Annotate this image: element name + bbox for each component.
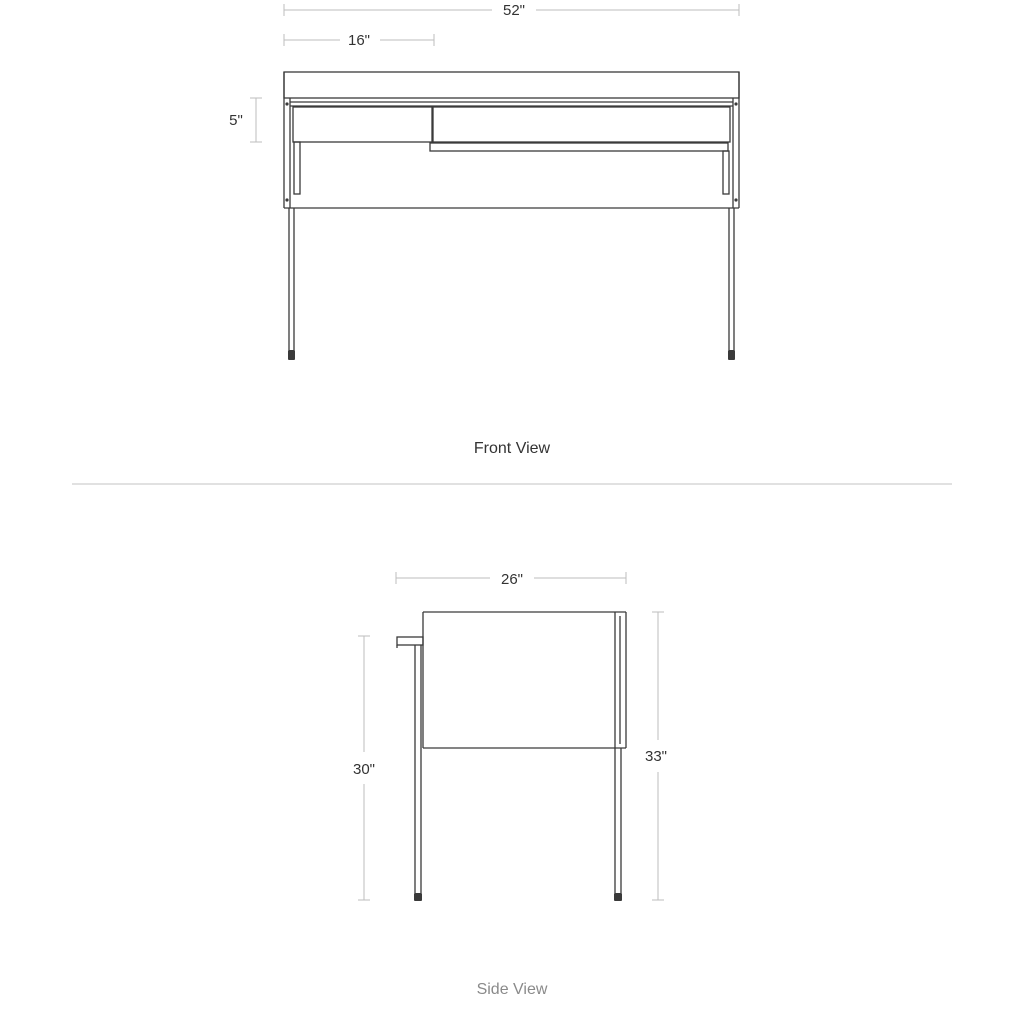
dim-label-total-height: 33" [644,748,668,765]
desk-front-outline [284,72,739,360]
dim-desk-height [353,636,375,900]
dim-depth [396,571,626,588]
dim-label-drawer-width: 16" [347,32,371,49]
dim-label-desk-height: 30" [352,761,376,778]
drawer-left [293,107,432,142]
dim-label-overall-width: 52" [502,2,526,19]
dim-overall-width [284,2,739,19]
side-view [353,571,667,998]
dim-total-height [645,612,667,900]
dim-drawer-height [229,98,262,142]
dim-drawer-width [284,32,434,49]
drawer-right [433,107,730,142]
desk-side-outline [397,612,626,901]
front-view-caption: Front View [473,440,551,457]
side-view-caption: Side View [476,981,548,998]
front-view [229,2,739,457]
dim-label-drawer-height: 5" [229,112,243,129]
dim-label-depth: 26" [500,571,524,588]
